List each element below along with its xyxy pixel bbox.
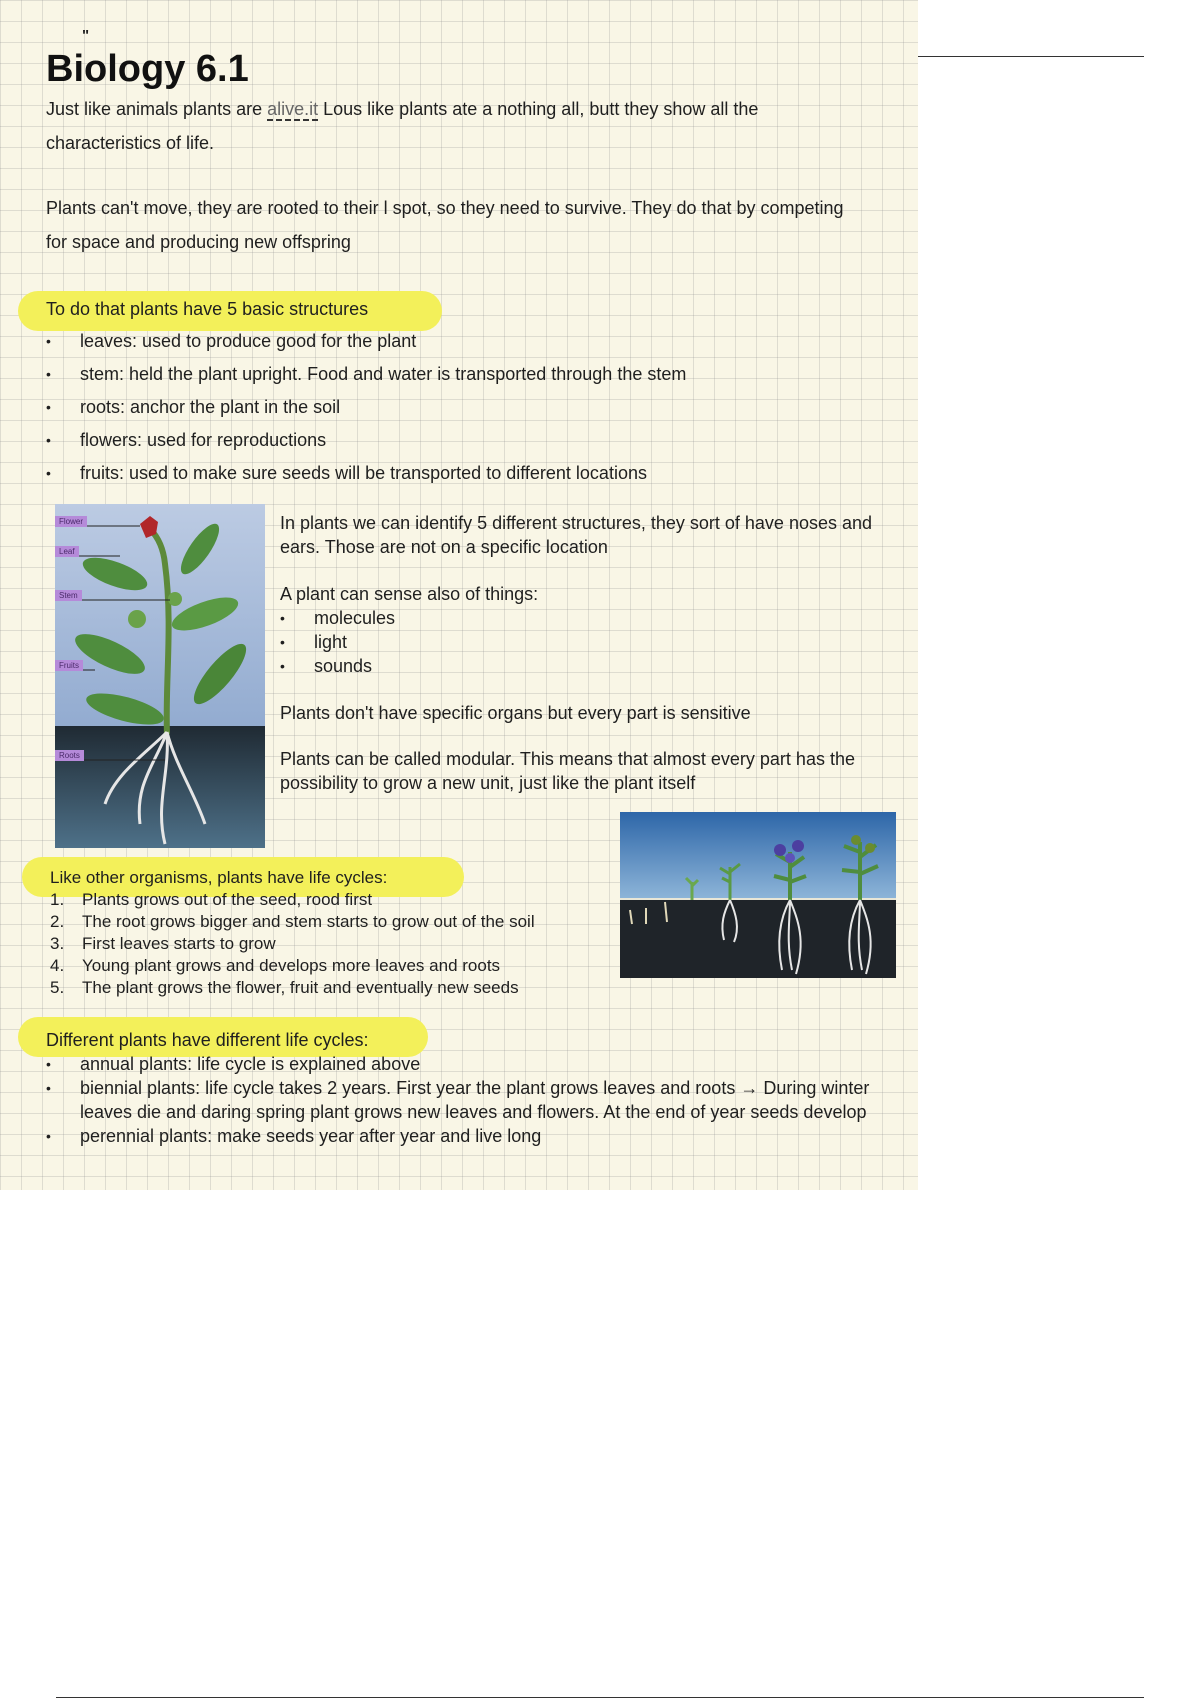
list-item: • biennial plants: life cycle takes 2 years. First year the plant grows leaves and roots → During winter leaves die and daring spring plant grows new leaves and flowers. At the end of year seeds develop [46,1076,896,1124]
header-rule [918,56,1144,57]
list-item: • flowers: used for reproductions [46,424,866,457]
modular-paragraph: Plants can be called modular. This means that almost every part has the possibility to grow a new unit, just like the plant itself [280,749,855,793]
intro-paragraph [46,92,866,160]
lifecycle-illustration [620,812,896,978]
plant-illustration [55,504,265,848]
page-title: Biology 6.1 [46,48,249,90]
senses-intro: A plant can sense also of things: [280,584,539,604]
structures-list [46,325,866,490]
types-list [46,1052,896,1148]
second-paragraph: Plants can't move, they are rooted to their l spot, so they need to survive. They do that by competing for space and producing new offspring [46,198,844,252]
list-item: 3. First leaves starts to grow [50,934,276,953]
list-item: • leaves: used to produce good for the plant [46,325,866,358]
label-roots: Roots [55,750,84,761]
list-item: • sounds [280,654,395,678]
list-item: 2. The root grows bigger and stem starts to grow out of the soil [50,912,535,931]
label-leaf: Leaf [55,546,79,557]
types-heading: Different plants have different life cycles: [46,1030,369,1050]
list-item: • molecules [280,606,395,630]
lifecycle-heading: Like other organisms, plants have life cycles: [50,868,388,887]
intro-link[interactable]: alive.it [267,99,319,119]
label-flower: Flower [55,516,87,527]
list-item: 1. Plants grows out of the seed, rood first [50,890,373,909]
intro-text-start: Just like animals plants are [46,99,268,119]
list-item: • light [280,630,395,654]
list-item: 5. The plant grows the flower, fruit and eventually new seeds [50,978,519,997]
plant-structure-image [55,504,265,848]
page-marker: " [82,27,90,44]
list-item: • perennial plants: make seeds year after year and live long [46,1124,896,1148]
footer-rule [56,1697,1144,1698]
list-item: • annual plants: life cycle is explained above [46,1052,896,1076]
organs-paragraph: Plants don't have specific organs but every part is sensitive [280,703,751,723]
list-item: 4. Young plant grows and develops more leaves and roots [50,956,501,975]
intro-text-end: Lous like plants ate a nothing all, butt they show all the characteristics of life. [46,99,759,153]
label-stem: Stem [55,590,82,601]
senses-paragraph: In plants we can identify 5 different structures, they sort of have noses and ears. Those are not on a specific location [280,513,873,557]
lifecycle-image [620,812,896,978]
list-item: • roots: anchor the plant in the soil [46,391,866,424]
label-fruits: Fruits [55,660,83,671]
structures-heading: To do that plants have 5 basic structures [46,299,369,319]
lifecycle-steps [50,889,535,999]
list-item: • stem: held the plant upright. Food and water is transported through the stem [46,358,866,391]
senses-list [280,606,395,678]
list-item: • fruits: used to make sure seeds will be transported to different locations [46,457,866,490]
